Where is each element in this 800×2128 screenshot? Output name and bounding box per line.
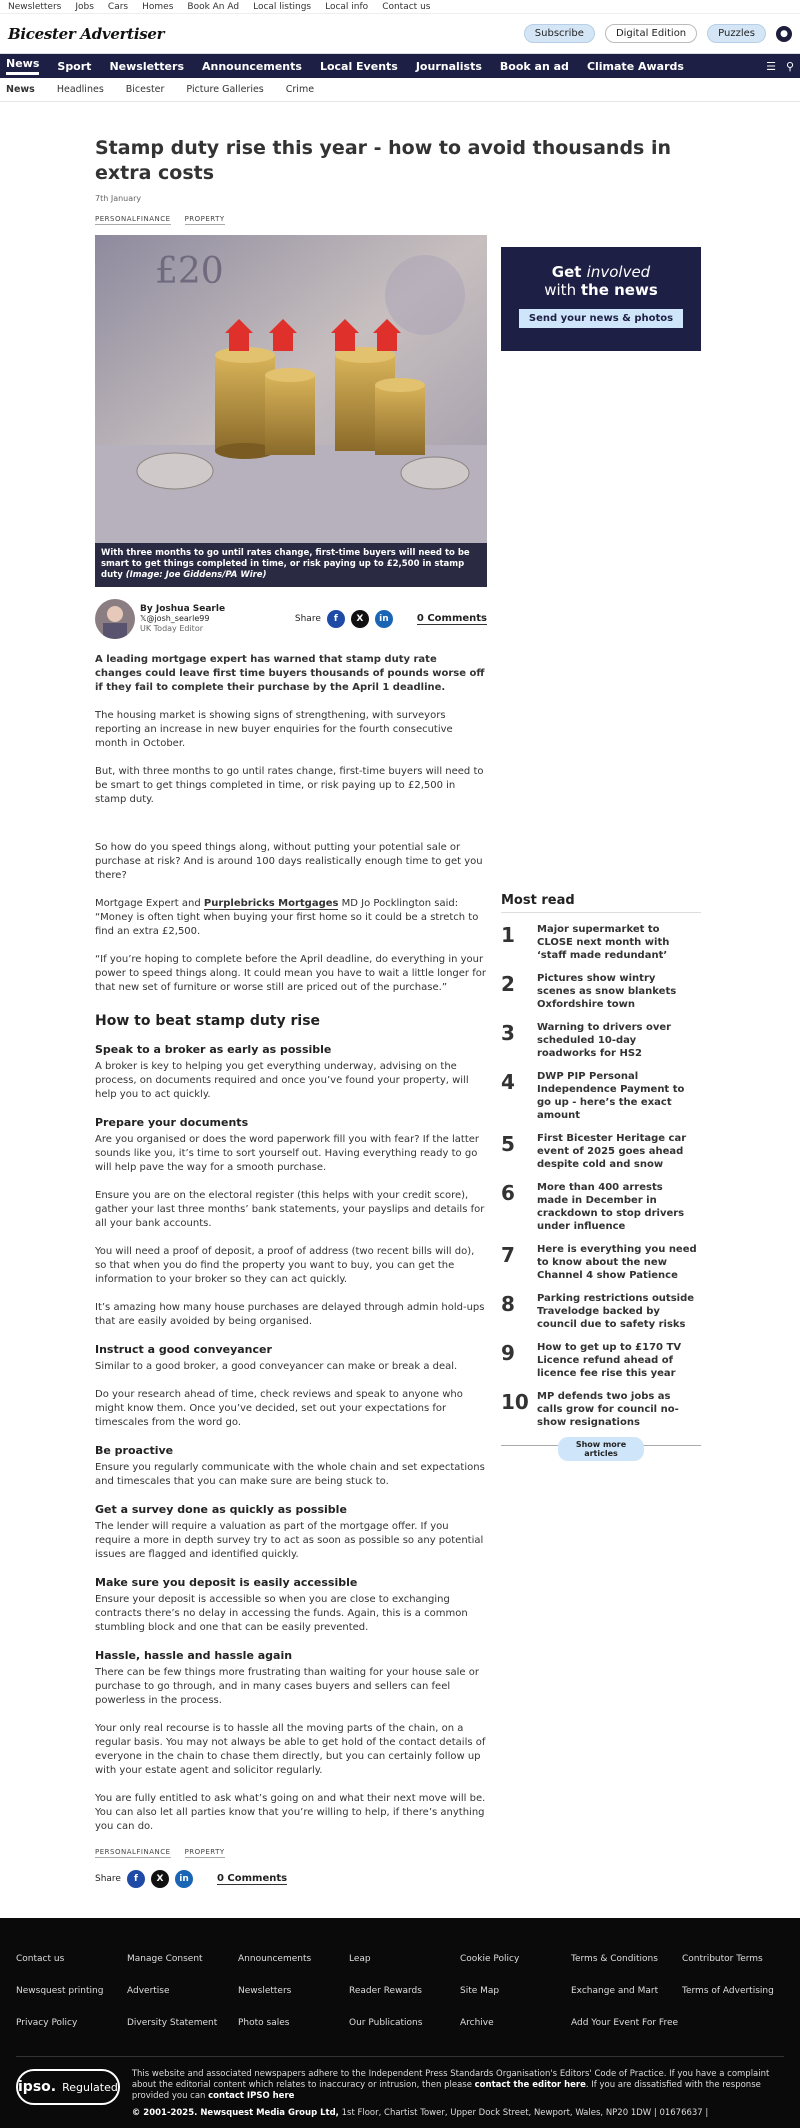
paragraph: You are fully entitled to ask what’s going on and what their next move will be. You can also let all parties know that you’re willing to help, if there’s anything you can do. <box>95 1793 486 1832</box>
most-read-item[interactable]: 9 How to get up to £170 TV Licence refund ahead of licence fee rise this year <box>501 1341 682 1379</box>
paragraph: Ensure you are on the electoral register (this helps with your credit score), gather your last three months’ bank statements, your payslips and details for all your bank accounts. <box>95 1190 485 1229</box>
paragraph: But, with three months to go until rates change, first-time buyers will need to be smart to get things completed in time, or risk paying up to £2,500 in stamp duty. <box>95 766 484 805</box>
x-share-icon[interactable]: X <box>351 610 369 628</box>
share-label: Share <box>294 614 321 624</box>
hero-image[interactable] <box>95 235 487 543</box>
main-nav <box>0 54 800 78</box>
linkedin-icon[interactable]: in <box>175 1870 193 1888</box>
show-more-articles-button[interactable]: Show more articles <box>558 1437 644 1461</box>
subnav-news[interactable]: News <box>6 84 35 95</box>
share-row-bottom <box>95 1870 487 1888</box>
tag-property[interactable]: PROPERTY <box>184 215 225 223</box>
tag-personalfinance[interactable]: PERSONALFINANCE <box>95 1848 171 1856</box>
footer-link[interactable]: Leap <box>349 1954 371 1964</box>
paragraph: Ensure you regularly communicate with the whole chain and set expectations and timescales that you can make sure are being stuck to. <box>95 1462 485 1487</box>
most-read-item[interactable]: 3 Warning to drivers over scheduled 10-day roadworks for HS2 <box>501 1021 672 1059</box>
section-heading: How to beat stamp duty rise <box>95 1013 321 1029</box>
sub-nav <box>0 78 800 102</box>
paragraph: The housing market is showing signs of strengthening, with surveyors reporting an increase in new buyer enquiries for the fourth consecutive month in October. <box>95 710 453 749</box>
author-name[interactable]: By Joshua Searle <box>140 604 226 614</box>
footer-link[interactable]: Contributor Terms <box>682 1954 763 1964</box>
footer-link[interactable]: Our Publications <box>349 2018 423 2028</box>
paragraph: The lender will require a valuation as part of the mortgage offer. If you require a more in depth survey try to act as soon as possible so any potential issues are flagged and identified quickly. <box>95 1521 484 1560</box>
subnav-bicester[interactable]: Bicester <box>125 84 165 95</box>
copyright: © 2001-2025. Newsquest Media Group Ltd, <box>131 2108 339 2118</box>
paragraph: “If you’re hoping to complete before the April deadline, do everything in your power to speed things along. It could mean you have to wait a little longer for that new set of furniture or worse still are priced out of the purchase.” <box>95 954 486 993</box>
paragraph: So how do you speed things along, without putting your potential sale or purchase at risk? And is around 100 days realistically enough time to get you there? <box>95 842 483 881</box>
share-label: Share <box>95 1874 121 1884</box>
util-link-contact-us[interactable]: Contact us <box>382 1 431 12</box>
most-read-item[interactable]: 5 First Bicester Heritage car event of 2025 goes ahead despite cold and snow <box>501 1132 687 1170</box>
footer-link[interactable]: Contact us <box>16 1954 65 1964</box>
paragraph: Ensure your deposit is accessible so when you are close to exchanging contracts there’s no delay in accessing the funds. Again, this is a common stumbling block and one that can be easily prevented. <box>95 1594 468 1633</box>
footer-link[interactable]: Announcements <box>238 1954 312 1964</box>
footer-link[interactable]: Exchange and Mart <box>571 1986 659 1996</box>
subnav-crime[interactable]: Crime <box>285 84 315 95</box>
subheading: Speak to a broker as early as possible <box>95 1043 332 1056</box>
nav-sport[interactable]: Sport <box>57 59 92 73</box>
ipso-section <box>16 2056 784 2119</box>
menu-icon[interactable]: ☰ <box>766 59 776 73</box>
site-footer <box>0 1918 800 2128</box>
send-news-button[interactable]: Send your news & photos <box>519 309 683 328</box>
paragraph: There can be few things more frustrating than waiting for your house sale or purchase to go through, and in many cases buyers and sellers can feel powerless in the process. <box>95 1667 479 1706</box>
paragraph: A broker is key to helping you get everything underway, advising on the process, on documents required and once you’ve found your property, will help you to act quickly. <box>95 1061 469 1100</box>
ipso-statement: This website and associated newspapers adhere to the Independent Press Standards Organisation's Editors' Code of Practice. If you have a complaint about the editorial content which relates to inaccuracy or intrusion, then please contact the editor here. If you are dissatisfied with the response provided you can contact IPSO here © 2001-2025. Newsquest Media Group Ltd, 1st Floor, Chartist Tower, Upper Dock Street, Newport, Wales, NP20 1DW | 01676637 | <box>131 2069 770 2118</box>
footer-link[interactable]: Add Your Event For Free <box>571 2018 679 2028</box>
facebook-icon[interactable]: f <box>127 1870 145 1888</box>
sidebar <box>501 235 701 1458</box>
footer-link[interactable]: Advertise <box>127 1986 170 1996</box>
author-avatar[interactable] <box>95 599 135 639</box>
subheading: Hassle, hassle and hassle again <box>95 1649 293 1662</box>
article-tags-top <box>95 215 705 225</box>
footer-link[interactable]: Cookie Policy <box>460 1954 520 1964</box>
digital-edition-button[interactable]: Digital Edition <box>605 24 697 43</box>
util-link-cars[interactable]: Cars <box>107 1 129 12</box>
nav-news[interactable]: News <box>6 57 39 75</box>
author-role: UK Today Editor <box>140 624 203 633</box>
x-icon: 𝕏 <box>140 614 147 623</box>
site-logo[interactable]: Bicester Advertiser <box>8 24 165 43</box>
footer-link[interactable]: Terms of Advertising <box>682 1986 774 1996</box>
subheading: Prepare your documents <box>95 1116 249 1129</box>
purplebricks-link[interactable]: Purplebricks Mortgages <box>203 898 339 909</box>
image-credit: (Image: Joe Giddens/PA Wire) <box>125 570 267 580</box>
most-read-item[interactable]: 1 Major supermarket to CLOSE next month with ‘staff made redundant’ <box>501 923 670 961</box>
footer-link[interactable]: Diversity Statement <box>127 2018 218 2028</box>
footer-link[interactable]: Site Map <box>460 1986 500 1996</box>
util-link-local-info[interactable]: Local info <box>325 1 369 12</box>
paragraph: You will need a proof of deposit, a proof of address (two recent bills will do), so that when you do find the property you want to buy, you can get the information to your broker so they can act quickly. <box>95 1246 475 1285</box>
subnav-headlines[interactable]: Headlines <box>56 84 104 95</box>
subheading: Get a survey done as quickly as possible <box>95 1503 347 1516</box>
footer-links <box>16 1954 784 2028</box>
subnav-picture-galleries[interactable]: Picture Galleries <box>186 84 264 95</box>
coins-houses-image <box>95 235 487 543</box>
nav-newsletters[interactable]: Newsletters <box>109 59 184 73</box>
facebook-icon[interactable]: f <box>327 610 345 628</box>
paragraph: Are you organised or does the word paperwork fill you with fear? If the latter sounds like you, it’s time to sort yourself out. Having everything ready to go will help pave the way for a smooth purchase. <box>95 1134 480 1173</box>
paragraph: It’s amazing how many house purchases are delayed through admin hold-ups that are easily avoided by being organised. <box>95 1302 485 1327</box>
share-row-top <box>295 610 487 628</box>
util-link-newsletters[interactable]: Newsletters <box>8 1 62 12</box>
paragraph: Your only real recourse is to hassle all the moving parts of the chain, on a regular basis. You may not always be able to get hold of the contact details of everyone in the chain to chase them directly, but you can certainly follow up with your estate agent and solicitor regularly. <box>95 1723 486 1776</box>
image-caption: With three months to go until rates change, first-time buyers will need to be smart to get things completed in time, or risk paying up to £2,500 in stamp duty (Image: Joe Giddens/PA Wire) <box>95 543 487 587</box>
tag-property[interactable]: PROPERTY <box>184 1848 225 1856</box>
tag-personalfinance[interactable]: PERSONALFINANCE <box>95 215 171 223</box>
article-title: Stamp duty rise this year - how to avoid thousands in extra costs <box>95 137 672 184</box>
most-read-title: Most read <box>501 893 701 913</box>
footer-link[interactable]: Terms & Conditions <box>571 1954 658 1964</box>
subheading: Make sure you deposit is easily accessible <box>95 1576 358 1589</box>
paragraph: Similar to a good broker, a good conveyancer can make or break a deal. <box>95 1361 458 1372</box>
comments-link[interactable]: 0 Comments <box>416 613 487 624</box>
footer-link[interactable]: Privacy Policy <box>16 2018 78 2028</box>
byline <box>95 599 487 639</box>
x-share-icon[interactable]: X <box>151 1870 169 1888</box>
most-read-item[interactable]: 6 More than 400 arrests made in December in crackdown to stop drivers under influence <box>501 1181 685 1232</box>
footer-link[interactable]: Photo sales <box>238 2018 290 2028</box>
footer-link[interactable]: Newsletters <box>238 1986 292 1996</box>
standfirst: A leading mortgage expert has warned that stamp duty rate changes could leave first time buyers thousands of pounds worse off if they fail to complete their purchase by the April 1 deadline. <box>95 654 485 693</box>
paragraph: Mortgage Expert and Purplebricks Mortgages MD Jo Pocklington said: “Money is often tight when buying your first home so it could be a stretch to find an extra £2,500. <box>95 898 479 937</box>
util-link-book-an-ad[interactable]: Book An Ad <box>187 1 240 12</box>
article-tags-bottom <box>95 1848 487 1858</box>
nav-book-an-ad[interactable]: Book an ad <box>499 59 569 73</box>
most-read-item[interactable]: 10 MP defends two jobs as calls grow for council no-show resignations <box>501 1390 679 1428</box>
article-body <box>95 653 487 1834</box>
nav-announcements[interactable]: Announcements <box>202 59 302 73</box>
most-read-item[interactable]: 8 Parking restrictions outside Travelodge backed by council due to safety risks <box>501 1292 695 1330</box>
paragraph: Do your research ahead of time, check reviews and speak to anyone who might know them. Once you’ve decided, set out your expectations for timescales from the word go. <box>95 1389 463 1428</box>
most-read-item[interactable]: 2 Pictures show wintry scenes as snow blankets Oxfordshire town <box>501 972 677 1010</box>
nav-journalists[interactable]: Journalists <box>415 59 482 73</box>
contact-editor-link[interactable]: contact the editor here <box>474 2080 586 2090</box>
search-icon[interactable]: ⚲ <box>785 59 794 73</box>
article-main <box>95 235 487 1888</box>
puzzles-button[interactable]: Puzzles <box>707 24 766 43</box>
subscribe-button[interactable]: Subscribe <box>524 24 595 43</box>
footer-link[interactable]: Reader Rewards <box>349 1986 422 1996</box>
most-read <box>501 893 701 1458</box>
util-link-jobs[interactable]: Jobs <box>75 1 94 12</box>
get-involved-panel: Get involved with the news Send your news & photos <box>501 247 701 351</box>
util-link-homes[interactable]: Homes <box>142 1 174 12</box>
ipso-logo[interactable]: ipso. Regulated <box>16 2069 120 2105</box>
author-handle[interactable]: @josh_searle99 <box>146 614 210 623</box>
brand-bar <box>0 14 800 54</box>
most-read-item[interactable]: 4 DWP PIP Personal Independence Payment to go up - here’s the exact amount <box>501 1070 685 1121</box>
footer-link[interactable]: Manage Consent <box>127 1954 203 1964</box>
nav-climate-awards[interactable]: Climate Awards <box>586 59 684 73</box>
user-account-icon[interactable]: ● <box>776 26 792 42</box>
util-link-local-listings[interactable]: Local listings <box>253 1 312 12</box>
article-date: 7th January <box>95 194 142 203</box>
footer-link[interactable]: Archive <box>460 2018 494 2028</box>
footer-link[interactable]: Newsquest printing <box>16 1986 104 1996</box>
svg-text:£20: £20 <box>155 251 224 292</box>
most-read-item[interactable]: 7 Here is everything you need to know about the new Channel 4 show Patience <box>501 1243 697 1281</box>
nav-local-events[interactable]: Local Events <box>319 59 398 73</box>
comments-link[interactable]: 0 Comments <box>216 1873 288 1884</box>
utility-bar <box>0 0 800 14</box>
address: 1st Floor, Chartist Tower, Upper Dock Street, Newport, Wales, NP20 1DW | 01676637 | <box>338 2108 709 2118</box>
subheading: Be proactive <box>95 1444 174 1457</box>
contact-ipso-link[interactable]: contact IPSO here <box>208 2091 295 2101</box>
subheading: Instruct a good conveyancer <box>95 1343 272 1356</box>
linkedin-icon[interactable]: in <box>375 610 393 628</box>
